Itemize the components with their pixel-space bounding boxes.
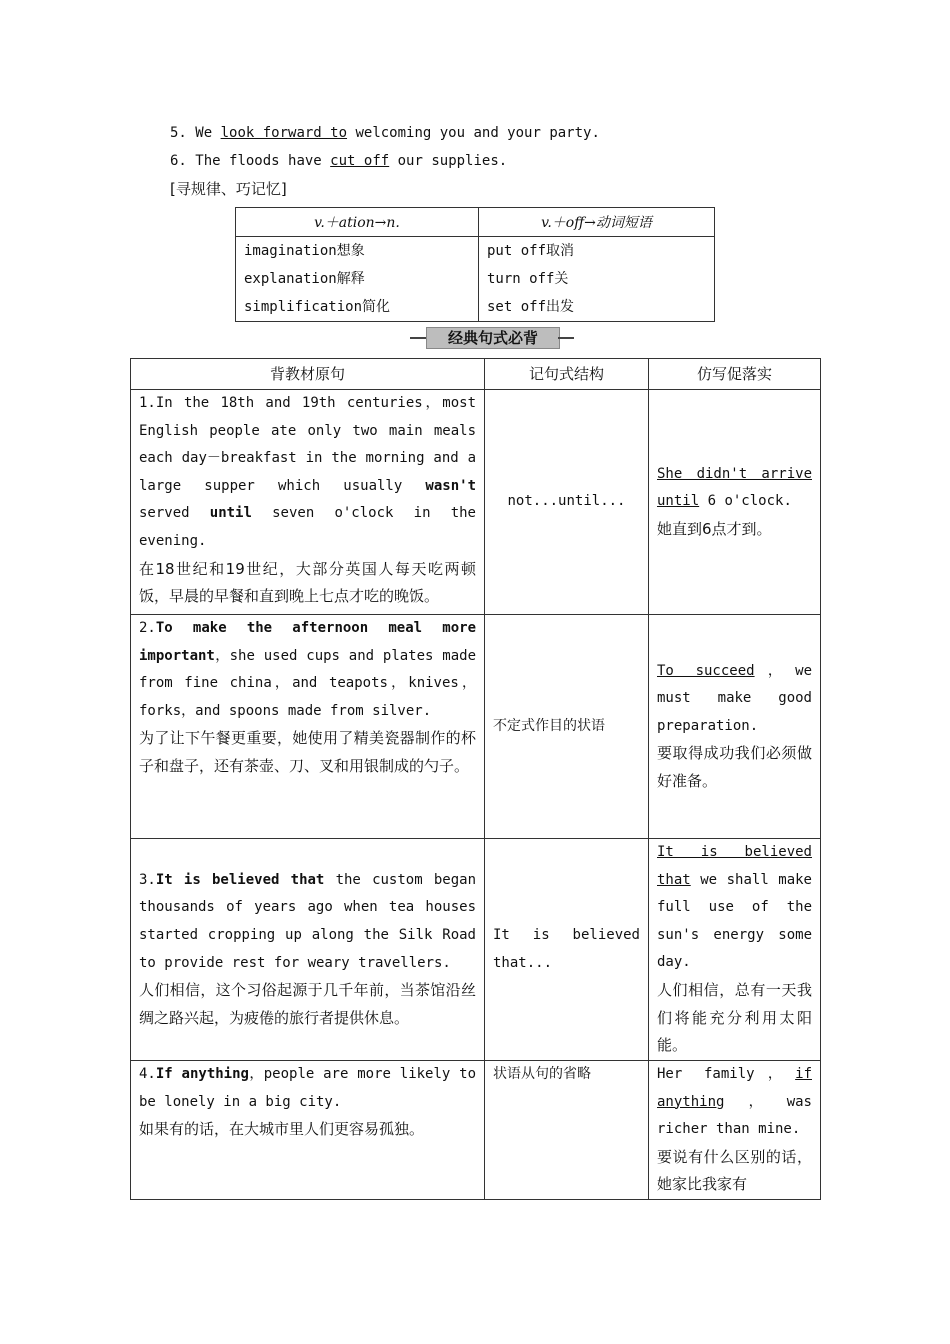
banner-rule-left [410,337,426,339]
line-text: welcoming you and your party. [355,125,600,141]
structure-cell: 状语从句的省略 [485,1061,649,1200]
header-structure: 记句式结构 [485,359,649,390]
rule-item: simplification简化 [244,299,391,315]
header-imitation: 仿写促落实 [649,359,821,390]
rule-section-title: [寻规律、巧记忆] [170,180,287,198]
rule-left-cell [236,237,479,322]
structure-cell: not...until... [485,390,649,615]
rule-header-right: v.＋off→动词短语 [479,208,715,237]
translation-text: 在18世纪和19世纪，大部分英国人每天吃两顿饭，早晨的早餐和直到晚上七点才吃的晚饭。 [139,559,476,606]
rule-item: put off取消 [487,243,575,259]
rule-header-left: v.＋ation→n. [236,208,479,237]
translation-text: 为了让下午餐更重要，她使用了精美瓷器制作的杯子和盘子，还有茶壶、刀、叉和用银制成的勺子。 [139,729,476,775]
banner-title: 经典句式必背 [426,327,560,349]
rule-item: explanation解释 [244,271,365,287]
table-row [131,1061,821,1200]
translation-text: 人们相信，这个习俗起源于几千年前，当茶馆沿丝绸之路兴起，为疲倦的旅行者提供休息。 [139,981,476,1027]
intro-line-6 [170,151,507,171]
sentence-table [130,358,821,1200]
table-row [131,839,821,1061]
structure-cell: 不定式作目的状语 [485,615,649,839]
section-banner [410,327,574,349]
original-sentence-cell: 1.In the 18th and 19th centuries，most English people ate only two main meals each day－breakfast in the morning and a large supper which usually wasn't served until seven o'clock in the evening. 在18世纪和19世纪，大部分英国人每天吃两顿饭，早晨的早餐和直到晚上七点才吃的晚饭。 [131,390,485,615]
rule-right-cell [479,237,715,322]
rule-item: imagination想象 [244,243,365,259]
table-row [131,615,821,839]
underlined-phrase: cut off [330,153,390,169]
table-row [131,390,821,615]
intro-line-5 [170,123,600,143]
original-sentence-cell: 4.If anything，people are more likely to be lonely in a big city. 如果有的话，在大城市里人们更容易孤独。 [131,1061,485,1200]
line-text: our supplies. [397,153,508,169]
rule-item: turn off关 [487,271,569,287]
original-sentence-cell: 3.It is believed that the custom began thousands of years ago when tea houses started cropping up along the Silk Road to provide rest for weary travellers. 人们相信，这个习俗起源于几千年前，当茶馆沿丝绸之路兴起，为疲倦的旅行者提供休息。 [131,839,485,1061]
rule-item: set off出发 [487,299,575,315]
rule-table [235,207,715,322]
line-number: 6. [170,153,187,169]
original-sentence-cell: 2.To make the afternoon meal more important，she used cups and plates made from fine china，and teapots，knives，forks，and spoons made from silver. 为了让下午餐更重要，她使用了精美瓷器制作的杯子和盘子，还有茶壶、刀、叉和用银制成的勺子。 [131,615,485,839]
banner-rule-right [558,337,574,339]
imitation-cell: It is believed that we shall make full use of the sun's energy some day. 人们相信，总有一天我们将能充分利用太阳能。 [649,839,821,1061]
translation-text: 如果有的话，在大城市里人们更容易孤独。 [139,1120,425,1139]
line-number: 5. [170,125,187,141]
imitation-cell: Her family，if anything，was richer than mine. 要说有什么区别的话，她家比我家有 [649,1061,821,1200]
line-text: We [195,125,213,141]
imitation-cell: She didn't arrive until 6 o'clock. 她直到6点才到。 [649,390,821,615]
line-text: The floods have [195,153,322,169]
underlined-phrase: look forward to [220,125,348,141]
header-original: 背教材原句 [131,359,485,390]
imitation-cell: To succeed，we must make good preparation. 要取得成功我们必须做好准备。 [649,615,821,839]
structure-cell: It is believed that... [485,839,649,1061]
